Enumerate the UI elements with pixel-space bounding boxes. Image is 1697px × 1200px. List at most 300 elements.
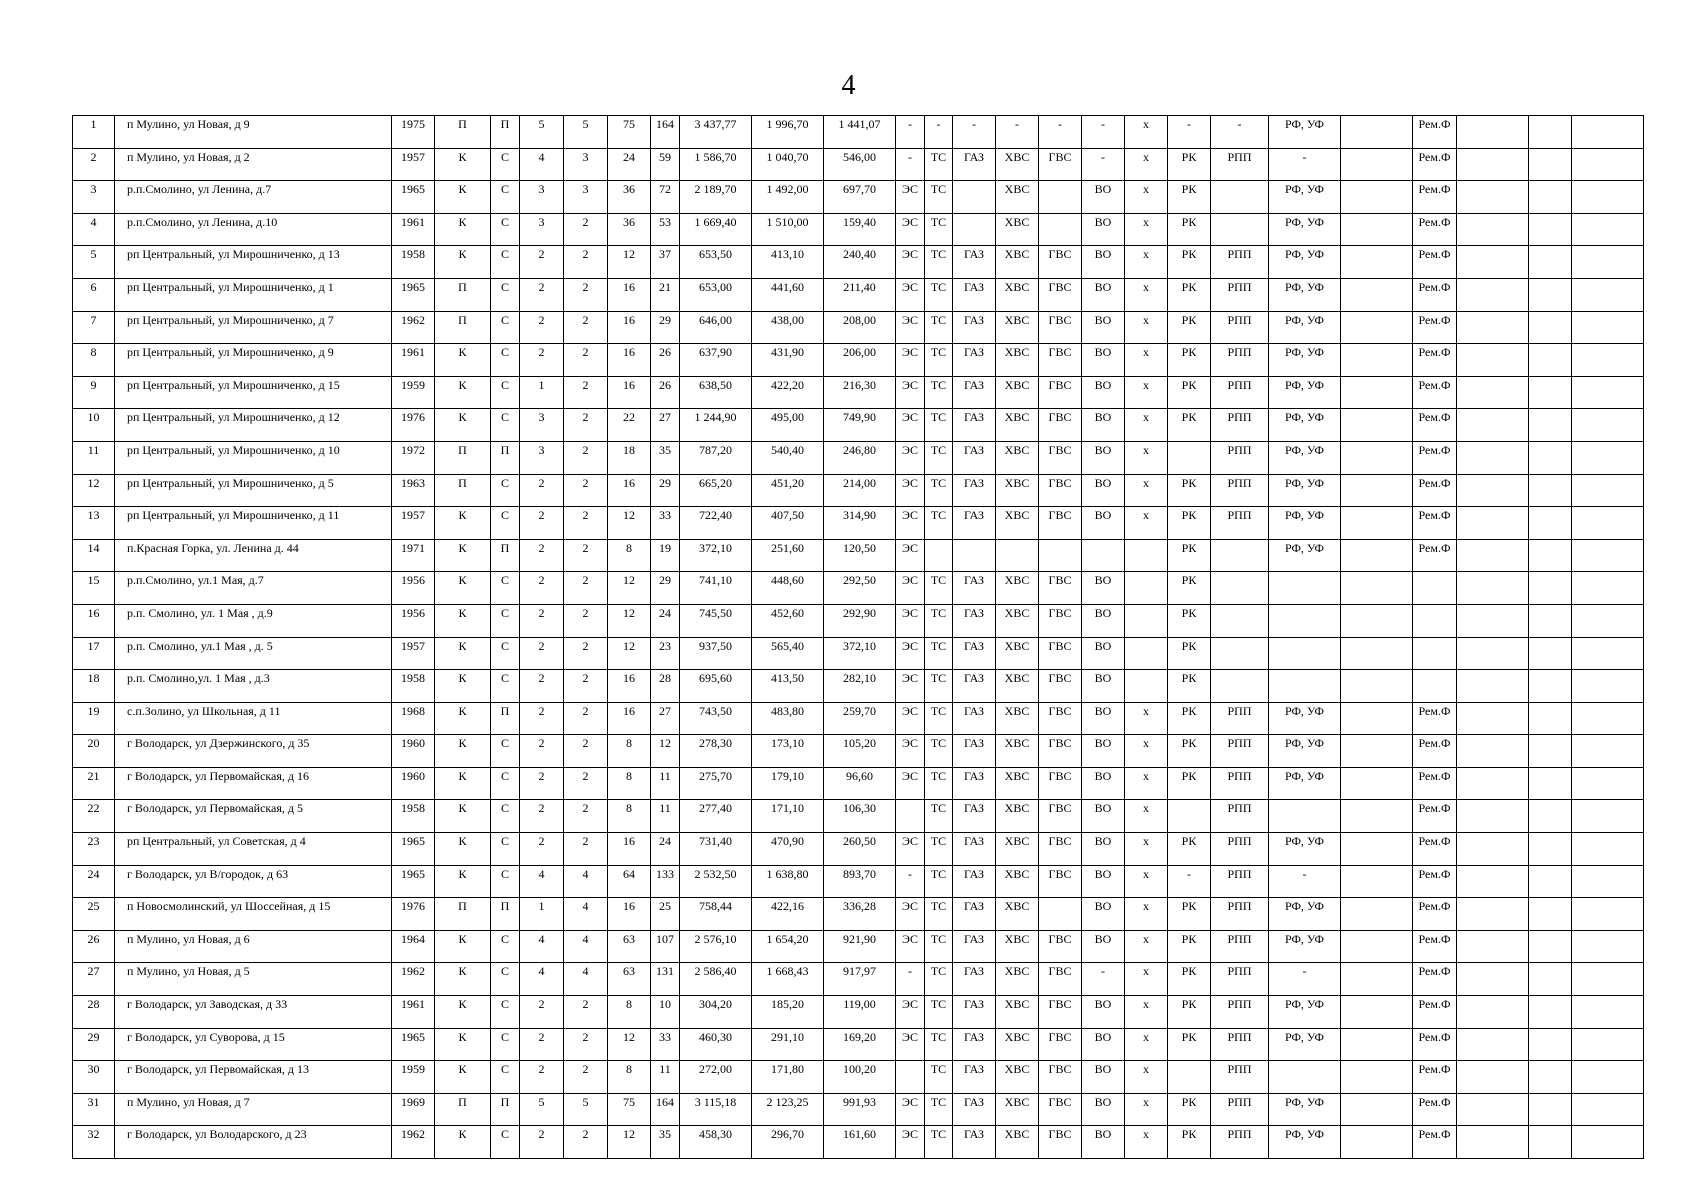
table-cell: х xyxy=(1125,311,1168,344)
table-cell: 63 xyxy=(608,930,651,963)
table-cell: С xyxy=(491,670,520,703)
table-cell xyxy=(953,539,996,572)
table-cell xyxy=(1572,441,1644,474)
table-cell xyxy=(1125,539,1168,572)
table-cell: рп Центральный, ул Мирошниченко, д 15 xyxy=(115,376,392,409)
table-cell: 3 xyxy=(564,148,608,181)
table-cell: К xyxy=(435,148,491,181)
table-cell: 17 xyxy=(73,637,115,670)
table-cell: ГВС xyxy=(1039,474,1082,507)
table-cell: ТС xyxy=(925,996,953,1029)
table-cell: х xyxy=(1125,767,1168,800)
table-cell: 3 xyxy=(520,181,564,214)
table-cell: РК xyxy=(1168,213,1211,246)
table-cell: ЭС xyxy=(896,344,925,377)
table-row xyxy=(73,213,1644,246)
table-cell: РФ, УФ xyxy=(1269,116,1341,149)
table-cell: ВО xyxy=(1082,572,1125,605)
table-cell: 2 xyxy=(564,702,608,735)
table-cell: рп Центральный, ул Мирошниченко, д 12 xyxy=(115,409,392,442)
table-row xyxy=(73,865,1644,898)
table-cell: Рем.Ф xyxy=(1413,702,1457,735)
table-cell: ЭС xyxy=(896,1126,925,1159)
table-cell: ХВС xyxy=(996,604,1039,637)
table-cell xyxy=(1457,702,1529,735)
table-cell: 2 xyxy=(520,670,564,703)
table-cell xyxy=(1572,604,1644,637)
table-cell xyxy=(1341,996,1413,1029)
table-cell: 1961 xyxy=(392,213,435,246)
table-cell: С xyxy=(491,800,520,833)
table-cell: ХВС xyxy=(996,1061,1039,1094)
table-cell xyxy=(1457,963,1529,996)
table-cell xyxy=(1341,1028,1413,1061)
table-cell: г Володарск, ул Первомайская, д 16 xyxy=(115,767,392,800)
table-cell: - xyxy=(896,963,925,996)
table-cell: ГВС xyxy=(1039,572,1082,605)
table-cell: рп Центральный, ул Мирошниченко, д 9 xyxy=(115,344,392,377)
table-cell xyxy=(1341,604,1413,637)
table-cell: С xyxy=(491,865,520,898)
table-cell: р.п. Смолино, ул.1 Мая , д. 5 xyxy=(115,637,392,670)
table-cell: ГВС xyxy=(1039,930,1082,963)
table-cell xyxy=(1168,1061,1211,1094)
table-cell: ГАЗ xyxy=(953,670,996,703)
table-cell: ВО xyxy=(1082,604,1125,637)
table-cell: РФ, УФ xyxy=(1269,1028,1341,1061)
table-cell: 2 xyxy=(520,246,564,279)
table-cell: РФ, УФ xyxy=(1269,311,1341,344)
table-cell: - xyxy=(925,116,953,149)
table-cell: ХВС xyxy=(996,930,1039,963)
table-cell: 2 xyxy=(564,572,608,605)
table-cell: 758,44 xyxy=(680,898,752,931)
table-cell: х xyxy=(1125,930,1168,963)
table-row xyxy=(73,441,1644,474)
table-cell: ХВС xyxy=(996,767,1039,800)
table-cell: С xyxy=(491,311,520,344)
table-cell xyxy=(1341,148,1413,181)
table-cell: ХВС xyxy=(996,898,1039,931)
table-cell: х xyxy=(1125,1061,1168,1094)
table-cell: 2 xyxy=(520,833,564,866)
table-cell: ХВС xyxy=(996,311,1039,344)
table-cell xyxy=(1572,670,1644,703)
table-cell: ГВС xyxy=(1039,735,1082,768)
table-cell: 1971 xyxy=(392,539,435,572)
table-cell: 1 441,07 xyxy=(824,116,896,149)
table-cell: К xyxy=(435,1061,491,1094)
table-cell: 27 xyxy=(73,963,115,996)
table-cell: РК xyxy=(1168,963,1211,996)
table-cell: 36 xyxy=(608,181,651,214)
table-cell: ГАЗ xyxy=(953,507,996,540)
table-cell: х xyxy=(1125,213,1168,246)
table-cell: 8 xyxy=(608,735,651,768)
table-cell: 28 xyxy=(651,670,680,703)
table-cell: РК xyxy=(1168,376,1211,409)
table-cell: ТС xyxy=(925,278,953,311)
table-cell: Рем.Ф xyxy=(1413,311,1457,344)
table-row xyxy=(73,181,1644,214)
table-cell: 2 xyxy=(520,1061,564,1094)
table-cell: 27 xyxy=(651,702,680,735)
table-row xyxy=(73,1028,1644,1061)
table-cell: РК xyxy=(1168,474,1211,507)
table-row xyxy=(73,670,1644,703)
table-cell: 2 xyxy=(564,311,608,344)
table-cell: ГАЗ xyxy=(953,1126,996,1159)
table-cell: С xyxy=(491,344,520,377)
table-cell: 451,20 xyxy=(752,474,824,507)
table-cell: ТС xyxy=(925,572,953,605)
table-cell: ЭС xyxy=(896,637,925,670)
table-cell: ГАЗ xyxy=(953,311,996,344)
table-cell: 1960 xyxy=(392,767,435,800)
table-cell xyxy=(1211,539,1269,572)
table-cell: РК xyxy=(1168,898,1211,931)
table-cell: ГАЗ xyxy=(953,996,996,1029)
table-cell: ТС xyxy=(925,1093,953,1126)
table-cell: 105,20 xyxy=(824,735,896,768)
table-cell: К xyxy=(435,213,491,246)
table-cell: 96,60 xyxy=(824,767,896,800)
table-cell: ЭС xyxy=(896,670,925,703)
table-cell: 11 xyxy=(73,441,115,474)
table-cell: ВО xyxy=(1082,311,1125,344)
table-cell: 4 xyxy=(564,963,608,996)
table-cell: 1958 xyxy=(392,800,435,833)
table-cell: 372,10 xyxy=(680,539,752,572)
table-cell: - xyxy=(1269,963,1341,996)
table-cell xyxy=(1039,539,1082,572)
table-cell: РПП xyxy=(1211,474,1269,507)
table-cell: 16 xyxy=(608,702,651,735)
table-cell xyxy=(1529,344,1572,377)
table-cell: ХВС xyxy=(996,1028,1039,1061)
table-cell: Рем.Ф xyxy=(1413,1061,1457,1094)
table-cell: 3 xyxy=(520,409,564,442)
table-cell: П xyxy=(435,1093,491,1126)
table-cell: 75 xyxy=(608,1093,651,1126)
table-cell: 11 xyxy=(651,800,680,833)
table-cell: - xyxy=(1082,116,1125,149)
table-cell: ГАЗ xyxy=(953,637,996,670)
table-cell xyxy=(1341,800,1413,833)
table-cell xyxy=(1572,898,1644,931)
table-cell: 8 xyxy=(608,800,651,833)
table-cell: ХВС xyxy=(996,572,1039,605)
table-cell xyxy=(1341,898,1413,931)
table-cell: 272,00 xyxy=(680,1061,752,1094)
table-cell: 119,00 xyxy=(824,996,896,1029)
table-cell: С xyxy=(491,572,520,605)
table-cell: Рем.Ф xyxy=(1413,474,1457,507)
table-cell: 1 638,80 xyxy=(752,865,824,898)
table-cell: ТС xyxy=(925,1028,953,1061)
table-cell: ВО xyxy=(1082,996,1125,1029)
table-cell xyxy=(1572,930,1644,963)
table-cell: 495,00 xyxy=(752,409,824,442)
table-cell: 29 xyxy=(73,1028,115,1061)
table-cell: ТС xyxy=(925,148,953,181)
table-cell: С xyxy=(491,833,520,866)
table-cell xyxy=(1413,670,1457,703)
table-cell: р.п.Смолино, ул Ленина, д.10 xyxy=(115,213,392,246)
table-cell: Рем.Ф xyxy=(1413,865,1457,898)
table-cell: ЭС xyxy=(896,735,925,768)
table-cell: 4 xyxy=(520,930,564,963)
table-cell: ГАЗ xyxy=(953,148,996,181)
table-cell: РФ, УФ xyxy=(1269,441,1341,474)
table-cell xyxy=(1211,572,1269,605)
table-cell: 2 586,40 xyxy=(680,963,752,996)
table-cell: х xyxy=(1125,1126,1168,1159)
table-cell xyxy=(1125,604,1168,637)
table-cell: ГАЗ xyxy=(953,1028,996,1061)
table-row xyxy=(73,767,1644,800)
table-cell: х xyxy=(1125,507,1168,540)
table-row xyxy=(73,963,1644,996)
table-cell: 12 xyxy=(608,572,651,605)
table-cell: 35 xyxy=(651,441,680,474)
table-cell: ЭС xyxy=(896,833,925,866)
table-cell: п Мулино, ул Новая, д 2 xyxy=(115,148,392,181)
table-cell: 2 xyxy=(520,539,564,572)
table-cell: 275,70 xyxy=(680,767,752,800)
table-cell xyxy=(1529,833,1572,866)
table-cell xyxy=(1269,572,1341,605)
table-cell xyxy=(1341,637,1413,670)
table-cell xyxy=(1457,1093,1529,1126)
table-cell: ЭС xyxy=(896,604,925,637)
table-cell: х xyxy=(1125,1028,1168,1061)
table-cell: 13 xyxy=(73,507,115,540)
table-cell: РФ, УФ xyxy=(1269,213,1341,246)
table-cell xyxy=(925,539,953,572)
table-cell: 3 xyxy=(520,441,564,474)
table-cell: 259,70 xyxy=(824,702,896,735)
table-cell xyxy=(1341,181,1413,214)
table-cell: 743,50 xyxy=(680,702,752,735)
table-cell: РК xyxy=(1168,702,1211,735)
table-cell: ВО xyxy=(1082,767,1125,800)
table-cell: 12 xyxy=(608,1028,651,1061)
table-cell: х xyxy=(1125,116,1168,149)
table-cell: 173,10 xyxy=(752,735,824,768)
table-cell: 19 xyxy=(651,539,680,572)
table-cell: ЭС xyxy=(896,311,925,344)
table-cell: 5 xyxy=(564,116,608,149)
table-cell: ЭС xyxy=(896,441,925,474)
table-cell: РК xyxy=(1168,409,1211,442)
table-row xyxy=(73,800,1644,833)
table-cell: ХВС xyxy=(996,637,1039,670)
table-cell: 653,00 xyxy=(680,278,752,311)
table-cell: 1956 xyxy=(392,604,435,637)
table-cell xyxy=(1457,116,1529,149)
table-cell: 1965 xyxy=(392,865,435,898)
table-cell xyxy=(1529,735,1572,768)
table-cell: х xyxy=(1125,441,1168,474)
table-cell: 893,70 xyxy=(824,865,896,898)
table-cell xyxy=(1341,376,1413,409)
housing-table xyxy=(72,115,1644,1159)
table-cell xyxy=(1572,1093,1644,1126)
table-row xyxy=(73,376,1644,409)
table-cell: С xyxy=(491,181,520,214)
table-cell xyxy=(1341,344,1413,377)
table-cell xyxy=(1572,702,1644,735)
table-cell xyxy=(1457,213,1529,246)
table-cell: 540,40 xyxy=(752,441,824,474)
table-cell: ГВС xyxy=(1039,278,1082,311)
table-cell xyxy=(1341,572,1413,605)
table-cell: 32 xyxy=(73,1126,115,1159)
table-cell xyxy=(1341,539,1413,572)
table-cell xyxy=(1572,735,1644,768)
table-cell xyxy=(1529,539,1572,572)
table-cell xyxy=(1269,670,1341,703)
table-cell: ХВС xyxy=(996,344,1039,377)
table-cell xyxy=(1529,930,1572,963)
table-cell: С xyxy=(491,930,520,963)
table-cell: ТС xyxy=(925,702,953,735)
table-cell: РК xyxy=(1168,1028,1211,1061)
table-cell: 22 xyxy=(73,800,115,833)
table-cell: 407,50 xyxy=(752,507,824,540)
table-cell: 26 xyxy=(73,930,115,963)
table-cell: Рем.Ф xyxy=(1413,441,1457,474)
table-cell: 2 xyxy=(520,996,564,1029)
table-cell xyxy=(1529,637,1572,670)
table-cell: 16 xyxy=(608,311,651,344)
table-cell: ХВС xyxy=(996,246,1039,279)
table-cell: 106,30 xyxy=(824,800,896,833)
table-cell: Рем.Ф xyxy=(1413,767,1457,800)
table-cell: 2 xyxy=(564,474,608,507)
table-cell xyxy=(1572,181,1644,214)
table-cell: 59 xyxy=(651,148,680,181)
table-cell: - xyxy=(953,116,996,149)
table-cell: 1962 xyxy=(392,963,435,996)
table-cell: П xyxy=(435,116,491,149)
table-cell xyxy=(1413,637,1457,670)
table-cell: 1976 xyxy=(392,409,435,442)
table-cell: х xyxy=(1125,344,1168,377)
table-cell: 749,90 xyxy=(824,409,896,442)
table-cell: РК xyxy=(1168,637,1211,670)
table-cell: - xyxy=(996,116,1039,149)
table-cell: п Мулино, ул Новая, д 9 xyxy=(115,116,392,149)
table-cell: РФ, УФ xyxy=(1269,996,1341,1029)
table-cell: ВО xyxy=(1082,833,1125,866)
table-cell xyxy=(1168,800,1211,833)
table-cell xyxy=(1572,865,1644,898)
table-cell xyxy=(1269,637,1341,670)
table-cell: ГВС xyxy=(1039,344,1082,377)
table-cell: 278,30 xyxy=(680,735,752,768)
table-cell: ГВС xyxy=(1039,963,1082,996)
table-cell xyxy=(1529,800,1572,833)
table-cell: 1957 xyxy=(392,507,435,540)
table-cell: - xyxy=(1211,116,1269,149)
table-cell: ГАЗ xyxy=(953,572,996,605)
table-cell: РПП xyxy=(1211,996,1269,1029)
table-cell xyxy=(1572,1126,1644,1159)
table-cell: 1962 xyxy=(392,311,435,344)
table-cell: ЭС xyxy=(896,572,925,605)
table-cell xyxy=(1572,116,1644,149)
table-row xyxy=(73,474,1644,507)
table-cell: 646,00 xyxy=(680,311,752,344)
table-cell xyxy=(1572,767,1644,800)
table-cell: 2 xyxy=(564,344,608,377)
table-row xyxy=(73,898,1644,931)
table-cell: С xyxy=(491,1028,520,1061)
table-row xyxy=(73,409,1644,442)
table-cell: П xyxy=(491,116,520,149)
table-cell: К xyxy=(435,735,491,768)
table-cell: х xyxy=(1125,148,1168,181)
table-cell: 1965 xyxy=(392,278,435,311)
table-cell: 12 xyxy=(651,735,680,768)
table-cell: С xyxy=(491,1061,520,1094)
table-cell: РК xyxy=(1168,670,1211,703)
table-cell: 37 xyxy=(651,246,680,279)
table-cell xyxy=(1457,1061,1529,1094)
table-cell: С xyxy=(491,213,520,246)
table-cell xyxy=(1457,376,1529,409)
table-cell: ВО xyxy=(1082,898,1125,931)
table-cell: 2 xyxy=(564,767,608,800)
table-cell: РПП xyxy=(1211,898,1269,931)
table-cell: РФ, УФ xyxy=(1269,1126,1341,1159)
table-cell: 1961 xyxy=(392,996,435,1029)
table-cell: 2 532,50 xyxy=(680,865,752,898)
table-cell: ХВС xyxy=(996,800,1039,833)
table-cell: ГАЗ xyxy=(953,604,996,637)
table-cell xyxy=(1341,833,1413,866)
table-cell: К xyxy=(435,507,491,540)
table-cell: 31 xyxy=(73,1093,115,1126)
table-cell: 2 xyxy=(564,670,608,703)
table-cell: 53 xyxy=(651,213,680,246)
table-cell: 21 xyxy=(73,767,115,800)
table-cell xyxy=(1457,148,1529,181)
table-cell: п Мулино, ул Новая, д 7 xyxy=(115,1093,392,1126)
table-cell xyxy=(1457,1028,1529,1061)
table-cell: 1961 xyxy=(392,344,435,377)
table-cell: 2 xyxy=(564,213,608,246)
table-cell: 697,70 xyxy=(824,181,896,214)
table-cell: ВО xyxy=(1082,376,1125,409)
table-cell: 8 xyxy=(608,767,651,800)
table-cell: РПП xyxy=(1211,702,1269,735)
table-cell: 164 xyxy=(651,1093,680,1126)
table-cell: 185,20 xyxy=(752,996,824,1029)
table-cell: 1959 xyxy=(392,1061,435,1094)
table-cell: 2 xyxy=(520,800,564,833)
table-cell: 7 xyxy=(73,311,115,344)
table-cell: 216,30 xyxy=(824,376,896,409)
table-cell: 1 xyxy=(520,376,564,409)
table-cell: К xyxy=(435,1028,491,1061)
table-cell: 27 xyxy=(651,409,680,442)
table-cell: 5 xyxy=(73,246,115,279)
table-cell: 10 xyxy=(73,409,115,442)
table-cell: 1963 xyxy=(392,474,435,507)
